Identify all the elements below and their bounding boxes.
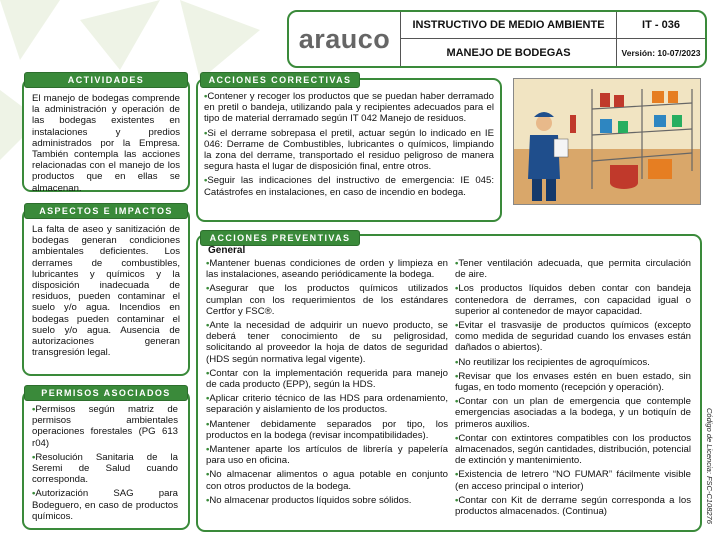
preventiva-item: •Evitar el trasvasije de productos químicos (excepto como medida de seguridad cuando los envases están dañados o abiertos). [455,320,691,354]
permisos-title: PERMISOS ASOCIADOS [24,385,188,401]
actividades-text: El manejo de bodegas comprende la administración y operación de las bodegas existentes en instalaciones y predios administrados por la Empresa. También contempla las acciones relacionadas con el manejo de los productos que en ellas se almacenan. [32,93,180,194]
preventivas-general-label: General [208,245,246,256]
preventiva-item: •No almacenar productos líquidos sobre sólidos. [206,494,412,506]
preventiva-item: •Mantener debidamente separados por tipo, los productos en la bodega (revisar incompatibilidades). [206,418,448,441]
correctiva-item: •Seguir las indicaciones del instructivo de emergencia: IE 045: Catástrofes en instalaciones, en caso de incendio en bodega. [204,175,494,198]
actividades-title: ACTIVIDADES [24,72,188,88]
preventiva-item: •Tener ventilación adecuada, que permita circulación de aire. [455,258,691,281]
preventivas-right-list [455,258,691,520]
preventiva-item: •Contar con Kit de derrame según corresponda a los productos almacenados. (Continua) [455,494,691,518]
preventiva-item: •Asegurar que los productos químicos utilizados cumplan con los requerimientos de los estándares Certfor y FSC®. [206,283,448,317]
preventivas-title: ACCIONES PREVENTIVAS [200,230,360,246]
preventiva-item: •Existencia de letrero “NO FUMAR” fácilmente visible (en acceso principal o interior) [455,469,691,492]
correctivas-title: ACCIONES CORRECTIVAS [200,72,360,88]
preventiva-item: •Revisar que los envases estén en buen estado, sin fugas, en todo momento (recepción y operación). [455,370,691,394]
correctiva-item: •Contener y recoger los productos que se puedan haber derramado en pretil o bandeja, utilizando pala y recipientes adecuados para el tipo de material derramado según IT 042 Manejo de residuos. [204,91,494,125]
correctiva-item: •Si el derrame sobrepasa el pretil, actuar según lo indicado en IE 046: Derrame de Combustibles, lubricantes o químicos, limpiando la zona del derrame, transportado el residuo peligroso de manera segura hasta el lugar de disposición final, entre otros. [204,127,494,173]
document-version: Versión: 10-07/2023 [621,47,701,58]
preventiva-item: •Contar con un plan de emergencia que contemple emergencias asociadas a la bodega, y un botiquín de primeros auxilios. [455,396,691,430]
preventiva-item: •Contar con extintores compatibles con los productos almacenados, según cantidades, distribución, potencial de extinción y mantenimiento. [455,432,691,467]
preventivas-left-list [206,258,448,509]
preventiva-item: •Mantener buenas condiciones de orden y limpieza en las instalaciones, aseando periódicamente la bodega. [206,258,448,281]
arauco-logo: arauco [289,12,401,66]
license-code: Código de Licencia: FSC-C108276 [705,408,714,524]
warehouse-illustration [513,78,701,205]
document-code: IT - 036 [617,12,705,39]
permiso-item: •Resolución Sanitaria de la Seremi de Salud cuando corresponda. [32,451,178,486]
preventiva-item: •Contar con la implementación requerida para manejo de cada producto (EPP), según la HDS. [206,367,448,391]
aspectos-text: La falta de aseo y sanitización de bodegas generan condiciones ambientales deficientes. Los derrames de combustibles, lubricantes y químicos y la disposición inadecuada de residuos, pueden contaminar el suelo y/o agua. Incendios en bodegas pueden contaminar el suelo y/o agua. Ausencia de autorizaciones generan transgresión legal. [32,224,180,359]
permiso-item: •Permisos según matriz de permisos ambientales operaciones forestales (PG 613 r04) [32,404,178,449]
preventiva-item: •Los productos líquidos deben contar con bandeja contenedora de derrames, con capacidad igual o superior al contenedor de mayor capacidad. [455,283,691,317]
permisos-list [32,404,178,525]
document-title: INSTRUCTIVO DE MEDIO AMBIENTE [401,12,617,39]
aspectos-title: ASPECTOS E IMPACTOS [24,203,188,219]
permiso-item: •Autorización SAG para Bodeguero, en caso de productos químicos. [32,488,178,522]
preventiva-item: •Mantener aparte los artículos de librería y papelería para uso en oficina. [206,444,448,467]
preventiva-item: •No almacenar alimentos o agua potable en conjunto con otros productos de la bodega. [206,469,448,492]
preventiva-item: •Ante la necesidad de adquirir un nuevo producto, se deberá tener conocimiento de su peligrosidad, solicitando al proveedor la hoja de datos de seguridad (HDS según normativa legal vigente). [206,320,448,365]
preventiva-item: •Aplicar criterio técnico de las HDS para ordenamiento, separación y aislamiento de los productos. [206,393,448,416]
correctivas-list [204,91,494,201]
preventiva-item: •No reutilizar los recipientes de agroquímicos. [455,356,650,368]
document-subtitle: MANEJO DE BODEGAS [401,39,617,66]
document-header [287,10,707,68]
